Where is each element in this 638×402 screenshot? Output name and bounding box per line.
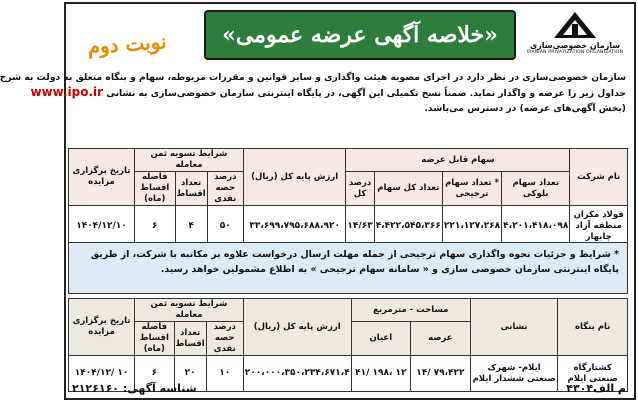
intro-line-2-text: جداول زیر را عرضه و واگذار نماید. ضمناً نسخ تکمیلی این آگهی، در پایگاه اینترنتی سازمان خصوصی‌سازی به نشانی bbox=[106, 88, 626, 99]
auction-date: ۱۴۰۴/۱۲/۱۰ bbox=[69, 206, 135, 248]
header-base-value: ارزش پایه کل (ریال) bbox=[243, 149, 346, 206]
header-base-value: ارزش پایه کل (ریال) bbox=[243, 299, 351, 356]
header-cash-percent: درصد حصه نقدی bbox=[206, 322, 243, 356]
enterprise-name: کشتارگاه صنعتی ایلام bbox=[558, 356, 628, 392]
table-header-row bbox=[69, 149, 628, 172]
installment-gap: ۶ bbox=[134, 206, 175, 248]
header-area-group: مساحت - مترمربع bbox=[351, 299, 470, 322]
base-value: ۲۰۰،۰۰۰،۳۵۰،۲۳۴،۶۷۱،۴ bbox=[243, 356, 351, 392]
advertisement-page bbox=[0, 2, 636, 400]
website-link[interactable]: www.ipo.ir bbox=[30, 85, 104, 99]
header-enterprise-name: نام بنگاه bbox=[558, 299, 628, 356]
preferred-shares-notice bbox=[68, 242, 628, 294]
cash-percent: ۱۰ bbox=[206, 356, 243, 392]
header-terms-group: شرایط تسویه ثمن معامله bbox=[134, 149, 243, 172]
pref-shares: ۲۲۱،۱۲۷،۲۶۸ bbox=[442, 206, 501, 248]
header-installment-count: تعداد اقساط bbox=[174, 322, 206, 356]
notice-line-2: پایگاه اینترنتی سازمان خصوصی سازی و « سامانه سهام ترجیحی » به اطلاع مشمولین خواهد رسید. bbox=[160, 264, 619, 275]
shares-table bbox=[68, 148, 628, 248]
installment-count: ۲۰ bbox=[174, 356, 206, 392]
header-company: نام شرکت bbox=[570, 149, 628, 206]
header-installment-gap: فاصله اقساط (ماه) bbox=[135, 322, 174, 356]
installment-gap: ۶ bbox=[135, 356, 174, 392]
header-shares-group: سهام قابل عرضه bbox=[346, 149, 570, 172]
logo-text-fa: سازمان خصوصی‌سازی bbox=[529, 41, 621, 50]
percent: ۱۴/۶۳ bbox=[346, 206, 374, 248]
header-block-shares: تعداد سهام بلوکی bbox=[502, 172, 570, 206]
round-badge: نوبت دوم bbox=[86, 29, 168, 59]
logo-text-en: IRANIAN PRIVATIZATION ORGANIZATION bbox=[526, 50, 624, 55]
header-date: تاریخ برگزاری مزایده bbox=[69, 149, 135, 206]
header-installment-gap: فاصله اقساط (ماه) bbox=[134, 172, 175, 206]
intro-line-2 bbox=[30, 85, 626, 101]
block-shares: ۴،۲۰۱،۴۱۸،۰۹۸ bbox=[502, 206, 570, 248]
organization-logo bbox=[522, 10, 628, 68]
page-title: «خلاصه آگهی عرضه عمومی» bbox=[222, 22, 498, 48]
ipo-emblem-icon bbox=[552, 10, 598, 40]
header-date: تاریخ برگزاری مزایده bbox=[69, 299, 135, 356]
header-address: نشانی bbox=[470, 299, 558, 356]
header-cash-percent: درصد حصه نقدی bbox=[207, 172, 243, 206]
cash-percent: ۵۰ bbox=[207, 206, 243, 248]
installment-count: ۴ bbox=[175, 206, 207, 248]
intro-paragraph bbox=[0, 70, 626, 116]
header-terms-group: شرایط تسویه ثمن معامله bbox=[135, 299, 244, 322]
title-banner bbox=[204, 10, 516, 60]
company-name: فولاد مکران منطقه آزاد چابهار bbox=[570, 206, 628, 248]
ad-id: شناسه آگهی: ۲۱۲۶۱۶۰ bbox=[72, 382, 197, 395]
auction-date: ۱۴۰۴/۱۲/ ۱۰ bbox=[69, 356, 135, 392]
ayan-area: ۴۱/ ۱۹۸، ۱۲ bbox=[351, 356, 410, 392]
base-value: ۳۳،۶۹۹،۷۹۵،۶۸۸،۹۲۰ bbox=[243, 206, 346, 248]
notice-line-1: * شرایط و جزئیات نحوه واگذاری سهام ترجیحی از جمله مهلت ارسال درخواست علاوه بر مکاتبه با شرکت، از طریق bbox=[90, 249, 619, 260]
ad-code: م الف۴۳۰۴ bbox=[566, 382, 626, 395]
table-header-row bbox=[69, 299, 628, 322]
header-installment-count: تعداد اقساط bbox=[175, 172, 207, 206]
header-percent: درصد کل bbox=[346, 172, 374, 206]
intro-line-1: سازمان خصوصی‌سازی در نظر دارد در اجرای مصوبه هیئت واگذاری و سایر قوانین و مقررات مربوطه، سهام و بنگاه متعلق به دولت به شرح bbox=[0, 72, 626, 83]
enterprise-address: ایلام- شهرک صنعتی ششدار ایلام bbox=[470, 356, 558, 392]
table-header-row bbox=[69, 172, 628, 206]
intro-line-3: (بخش آگهی‌های عرضه) در دسترس می‌باشد. bbox=[424, 103, 626, 114]
arsa-area: ۱۴/ ۷۹،۴۲۲ bbox=[410, 356, 470, 392]
header-total-shares: تعداد کل سهام bbox=[374, 172, 442, 206]
header-ayan: اعیان bbox=[351, 322, 410, 356]
header-pref-shares: * تعداد سهام ترجیحی bbox=[442, 172, 501, 206]
enterprise-table bbox=[68, 298, 628, 392]
total-shares: ۴،۴۲۲،۵۴۵،۳۶۶ bbox=[374, 206, 442, 248]
header-arsa: عرصه bbox=[410, 322, 470, 356]
